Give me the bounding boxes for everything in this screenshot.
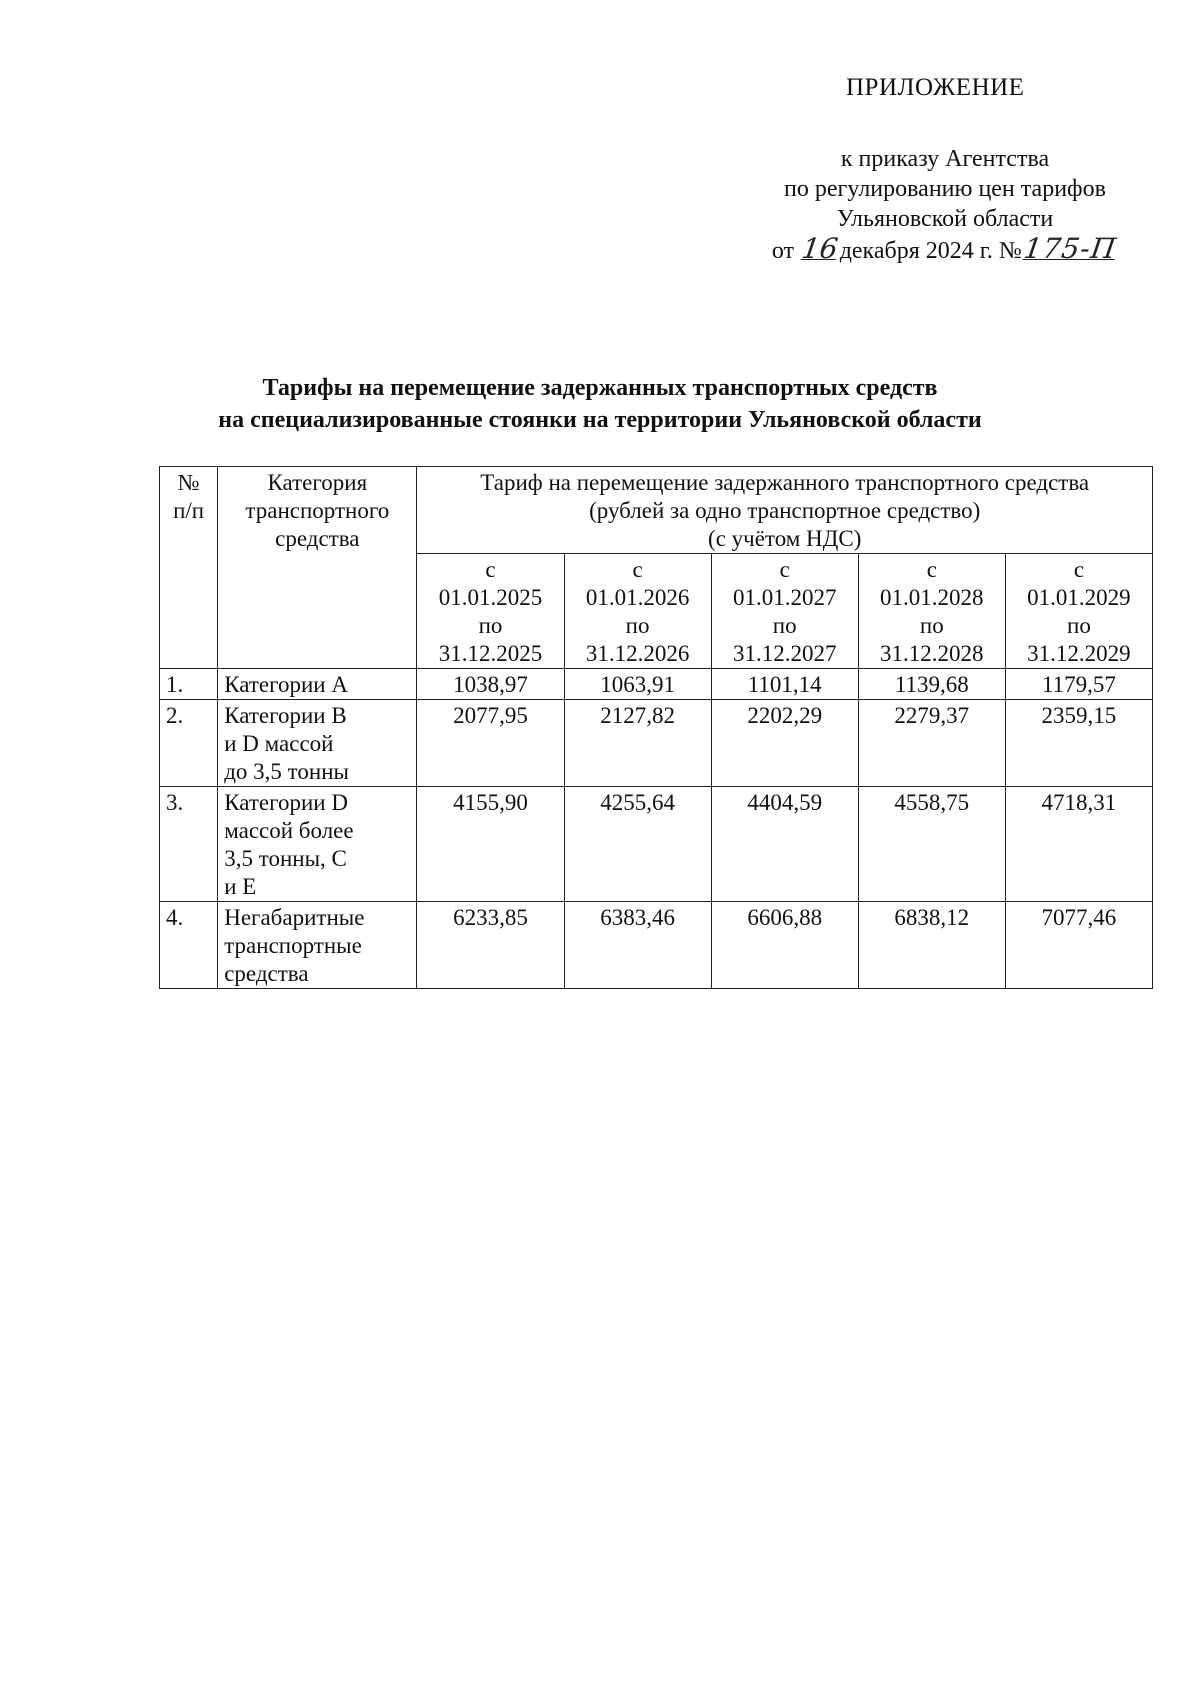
date-rest: декабря 2024 г. № [839,238,1022,264]
order-line-2: по регулированию цен тарифов [784,176,1106,202]
header-tariff: Тариф на перемещение задержанного транспортного средства (рублей за одно транспортное средство) (с учётом НДС) [417,467,1153,554]
tariff-value: 4558,75 [858,787,1005,902]
tariff-value: 2202,29 [711,700,858,787]
header-category: Категория транспортного средства [218,467,417,669]
order-line-3: Ульяновской области [836,206,1054,232]
table-row [160,787,1153,902]
row-number: 4. [160,902,218,989]
tariff-value: 1101,14 [711,669,858,700]
order-date-line [700,234,1190,266]
tariff-value: 6838,12 [858,902,1005,989]
tariff-value: 7077,46 [1005,902,1152,989]
document-title [0,372,1200,436]
tariff-value: 4718,31 [1005,787,1152,902]
period-2028: с 01.01.2028 по 31.12.2028 [858,554,1005,669]
row-number: 1. [160,669,218,700]
table-row [160,902,1153,989]
row-number: 3. [160,787,218,902]
table-row [160,669,1153,700]
tariff-value: 4155,90 [417,787,564,902]
handwritten-day: 16 [799,232,841,265]
tariff-value: 2279,37 [858,700,1005,787]
tariff-value: 4255,64 [564,787,711,902]
table-row [160,700,1153,787]
period-2026: с 01.01.2026 по 31.12.2026 [564,554,711,669]
period-2025: с 01.01.2025 по 31.12.2025 [417,554,564,669]
tariff-value: 1063,91 [564,669,711,700]
row-category: Категории В и D массой до 3,5 тонны [218,700,417,787]
tariff-value: 6233,85 [417,902,564,989]
order-line-1: к приказу Агентства [840,146,1050,172]
period-2029: с 01.01.2029 по 31.12.2029 [1005,554,1152,669]
header-number: № п/п [160,467,218,669]
row-category: Категории D массой более 3,5 тонны, С и Е [218,787,417,902]
tariff-value: 2127,82 [564,700,711,787]
period-2027: с 01.01.2027 по 31.12.2027 [711,554,858,669]
handwritten-order-number: 175-П [1021,232,1119,265]
tariff-value: 4404,59 [711,787,858,902]
row-number: 2. [160,700,218,787]
table-header-row [160,467,1153,554]
tariff-value: 1139,68 [858,669,1005,700]
tariff-value: 2359,15 [1005,700,1152,787]
tariff-value: 1038,97 [417,669,564,700]
row-category: Негабаритные транспортные средства [218,902,417,989]
tariff-value: 2077,95 [417,700,564,787]
appendix-heading: ПРИЛОЖЕНИЕ [846,74,1025,101]
title-line-2: на специализированные стоянки на территории Ульяновской области [218,407,982,433]
tariff-table [159,466,1153,989]
title-line-1: Тарифы на перемещение задержанных транспортных средств [262,375,938,401]
date-prefix: от [771,238,795,264]
row-category: Категории А [218,669,417,700]
tariff-value: 6383,46 [564,902,711,989]
tariff-value: 6606,88 [711,902,858,989]
order-reference [700,144,1190,266]
tariff-value: 1179,57 [1005,669,1152,700]
